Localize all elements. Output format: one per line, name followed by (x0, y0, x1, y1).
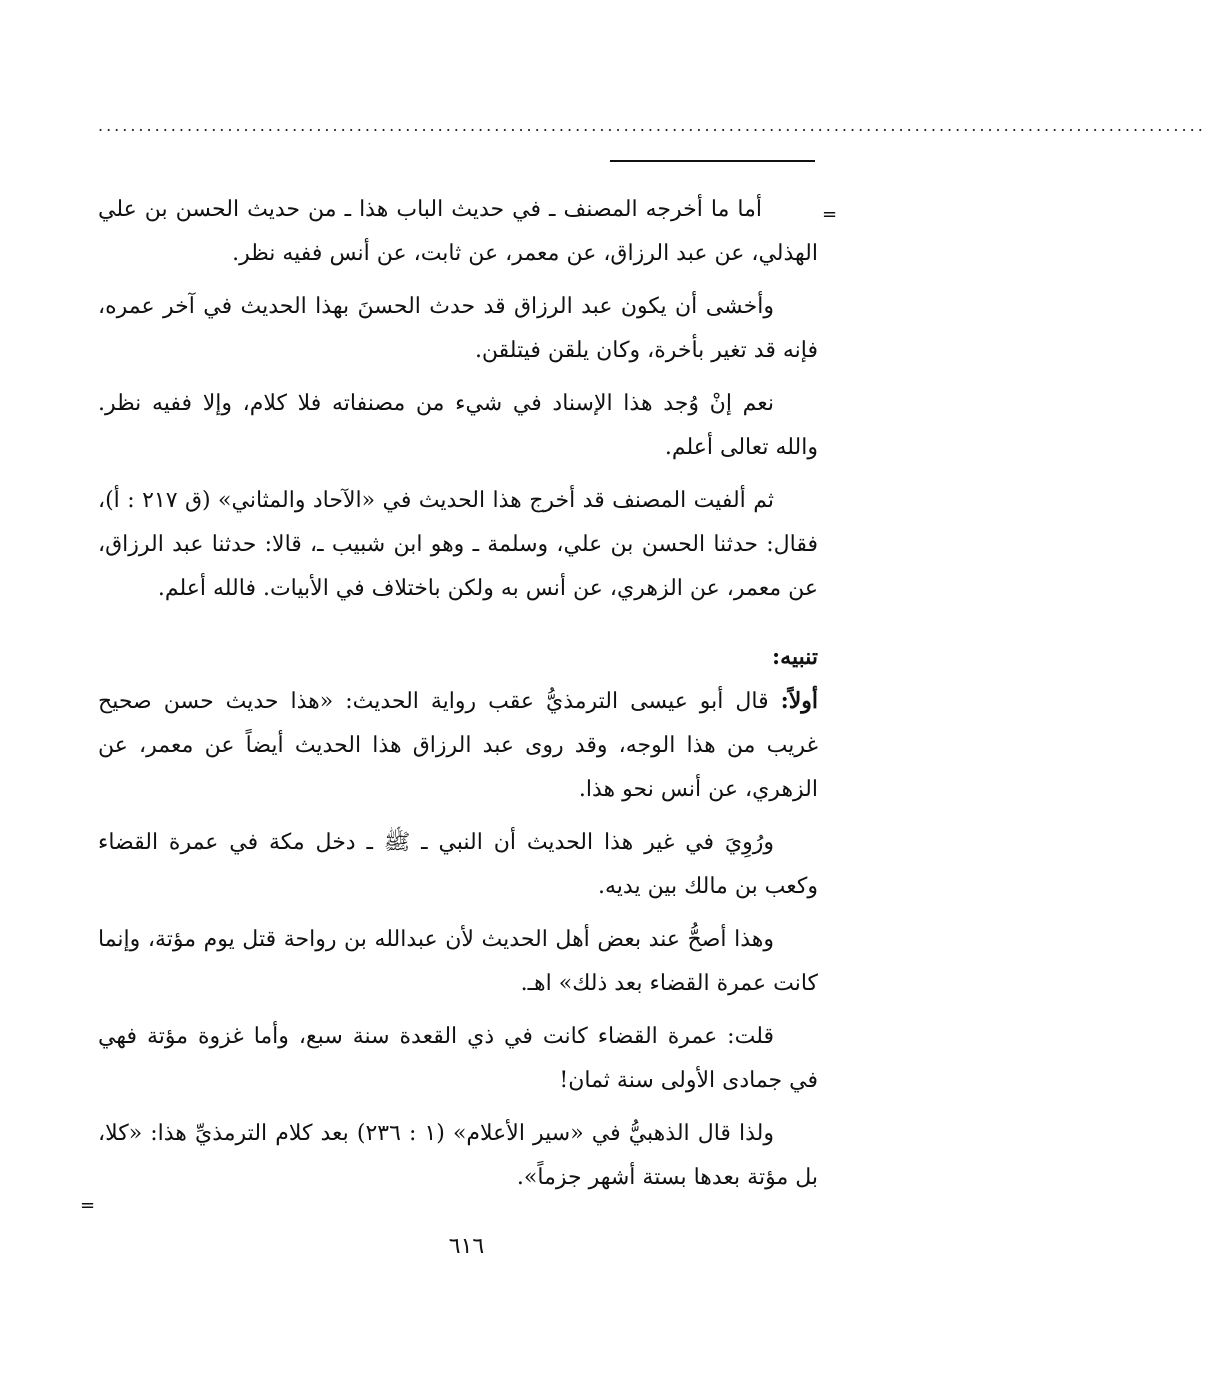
dotted-separator: ......................................................................................................................................... (98, 116, 1206, 135)
note-paragraph-5: ولذا قال الذهبيُّ في «سير الأعلام» (١ : ٢٣٦) بعد كلام الترمذيِّ هذا: «كلا، بل مؤتة بعدها بستة أشهر جزماً». (98, 1121, 818, 1190)
paragraph-3: نعم إنْ وُجد هذا الإسناد في شيء من مصنفاته فلا كلام، وإلا ففيه نظر. والله تعالى أعلم. (98, 391, 818, 460)
note-first-label: أولاً: (780, 688, 818, 714)
paragraph-4: ثم ألفيت المصنف قد أخرج هذا الحديث في «الآحاد والمثاني» (ق ٢١٧ : أ)، فقال: حدثنا الحسن بن علي، وسلمة ـ وهو ابن شبيب ـ، قالا: حدثنا عبد الرزاق، عن معمر، عن الزهري، عن أنس به ولكن باختلاف في الأبيات. فالله أعلم. (98, 488, 818, 601)
note-paragraph-3: وهذا أصحُّ عند بعض أهل الحديث لأن عبدالله بن رواحة قتل يوم مؤتة، وإنما كانت عمرة القضاء بعد ذلك» اهـ. (98, 927, 818, 996)
paragraph-2: وأخشى أن يكون عبد الرزاق قد حدث الحسنَ بهذا الحديث في آخر عمره، فإنه قد تغير بأخرة، وكان يلقن فيتلقن. (98, 294, 818, 363)
page-body (98, 188, 818, 1209)
note-first-text: قال أبو عيسى الترمذيُّ عقب رواية الحديث: «هذا حديث حسن صحيح غريب من هذا الوجه، وقد روى عبد الرزاق هذا الحديث أيضاً عن معمر، عن الزهري، عن أنس نحو هذا. (98, 689, 818, 802)
note-heading: تنبيه: (772, 644, 818, 670)
footnote-rule (610, 160, 815, 162)
note-paragraph-4: قلت: عمرة القضاء كانت في ذي القعدة سنة سبع، وأما غزوة مؤتة فهي في جمادى الأولى سنة ثمان! (98, 1024, 818, 1093)
note-first-paragraph (98, 679, 818, 812)
note-paragraph-2: ورُوِيَ في غير هذا الحديث أن النبي ـ ﷺ ـ دخل مكة في عمرة القضاء وكعب بن مالك بين يديه. (98, 830, 818, 899)
continuation-marker-top: = (822, 204, 838, 225)
page-number: ٦١٦ (448, 1234, 485, 1259)
continuation-marker-bottom: = (80, 1195, 96, 1216)
paragraph-1: أما ما أخرجه المصنف ـ في حديث الباب هذا ـ من حديث الحسن بن علي الهذلي، عن عبد الرزاق، عن معمر، عن ثابت، عن أنس ففيه نظر. (98, 197, 818, 266)
